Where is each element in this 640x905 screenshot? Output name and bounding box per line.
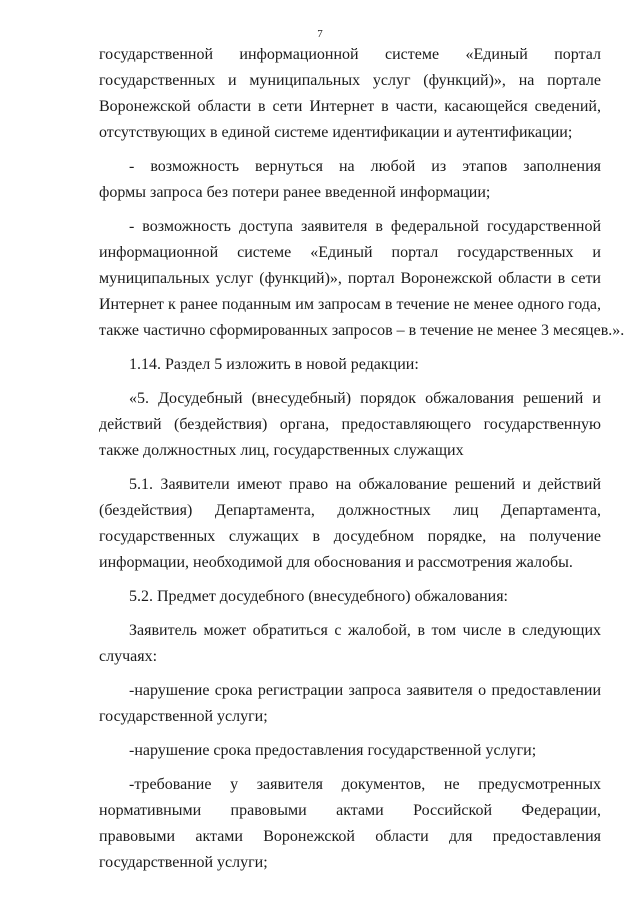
paragraph-gap [99,730,601,738]
text-line: правовыми актами Воронежской области для предоставления [99,828,601,845]
text-line: действий (бездействия) органа, предоставляющего государственную [99,416,601,433]
text-line: государственных служащих в досудебном порядке, на получение [99,528,601,545]
text-line: отсутствующих в единой системе идентификации и аутентификации; [99,124,573,141]
text-line: государственной услуги; [99,708,268,725]
text-line: -нарушение срока предоставления государственной услуги; [129,742,537,759]
text-line: (бездействия) Департамента, должностных лиц Департамента, [99,502,601,519]
text-line: -нарушение срока регистрации запроса заявителя о предоставлении [129,682,601,699]
text-line: формы запроса без потери ранее введенной информации; [99,184,491,201]
text-line: нормативными правовыми актами Российской Федерации, [99,802,601,819]
paragraph-gap [99,378,601,386]
text-line: - возможность вернуться на любой из этапов заполнения [129,158,601,175]
text-line: 5.1. Заявители имеют право на обжалование решений и действий [129,476,601,493]
text-line: -требование у заявителя документов, не предусмотренных [129,776,601,793]
text-line: государственных и муниципальных услуг (функций)», на портале [99,72,601,89]
paragraph-gap [99,146,601,154]
text-line: «5. Досудебный (внесудебный) порядок обжалования решений и [129,390,601,407]
text-line: информации, необходимой для обоснования и рассмотрения жалобы. [99,554,573,571]
paragraph-gap [99,206,601,214]
paragraph-gap [99,576,601,584]
text-line: муниципальных услуг (функций)», портал Воронежской области в сети [99,270,601,287]
text-line: - возможность доступа заявителя в федеральной государственной [129,218,601,235]
text-line: также частично сформированных запросов – в течение не менее 3 месяцев.». [99,322,625,339]
text-line: государственной информационной системе «Единый портал [99,46,601,63]
text-line: Воронежской области в сети Интернет в части, касающейся сведений, [99,98,601,115]
text-line: государственной услуги; [99,854,268,871]
text-line: случаях: [99,648,158,665]
paragraph-gap [99,764,601,772]
text-line: также должностных лиц, государственных служащих [99,442,464,459]
paragraph-gap [99,670,601,678]
document-body [99,42,625,876]
paragraph-gap [99,344,601,352]
text-line: информационной системе «Единый портал государственных и [99,244,601,261]
paragraph-gap [99,610,601,618]
text-line: 1.14. Раздел 5 изложить в новой редакции: [129,356,419,373]
paragraph-gap [99,464,601,472]
text-line: Интернет к ранее поданным им запросам в течение не менее одного года, [99,296,601,313]
page-number: 7 [317,28,323,40]
text-line: 5.2. Предмет досудебного (внесудебного) обжалования: [129,588,508,605]
text-line: Заявитель может обратиться с жалобой, в том числе в следующих [129,622,601,639]
